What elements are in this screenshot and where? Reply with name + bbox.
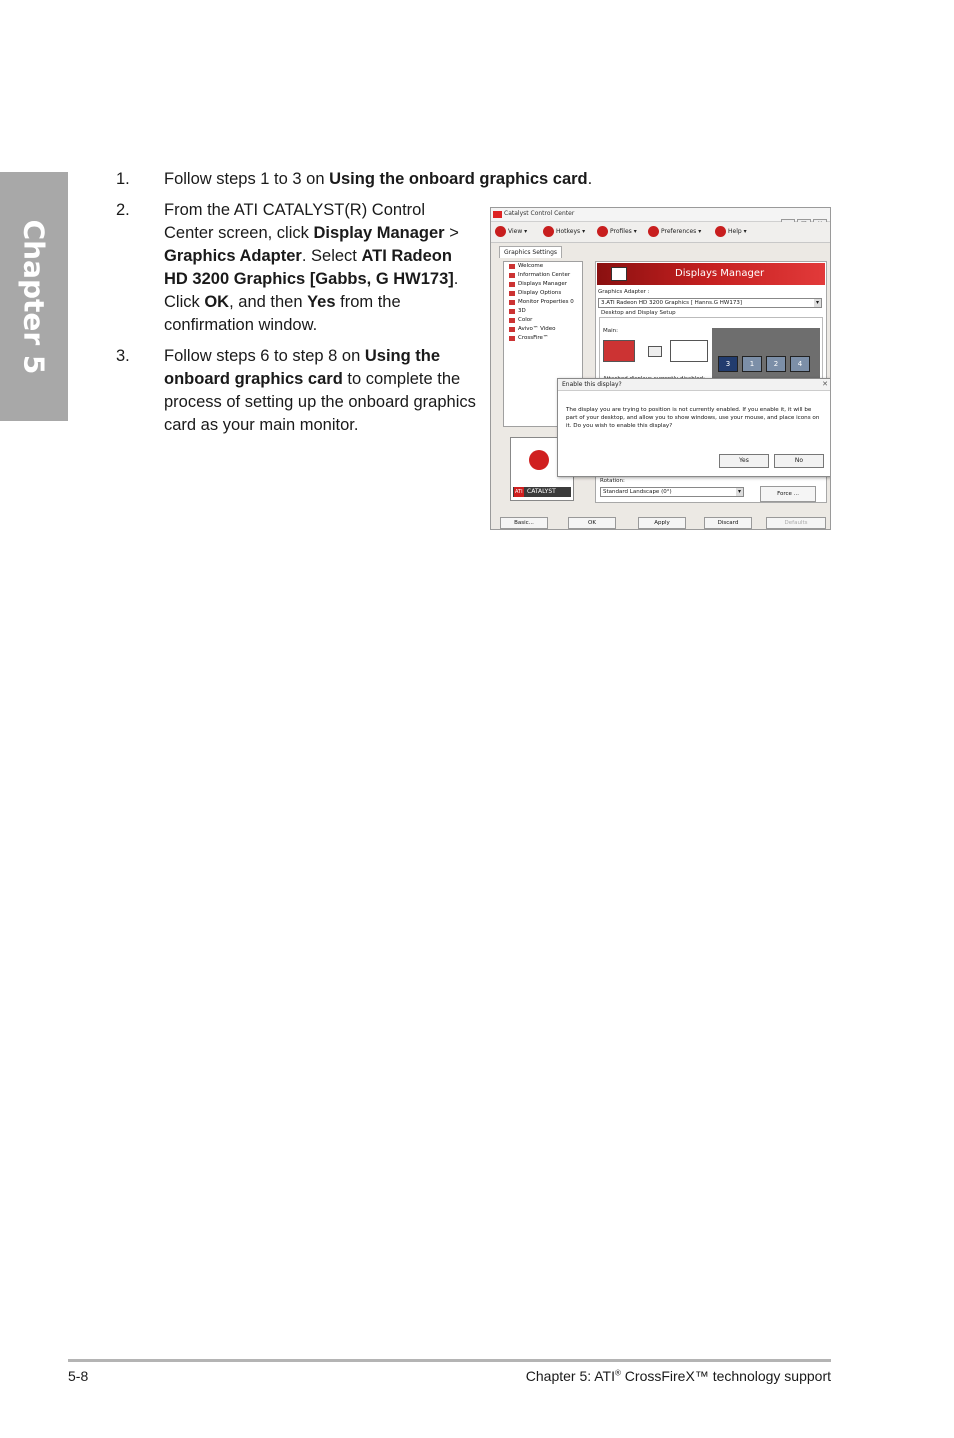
help-label: Help xyxy=(728,228,742,235)
footer-chapter-a: Chapter 5: ATI xyxy=(525,1368,615,1384)
tree-item[interactable]: Avivo™ Video xyxy=(504,325,582,334)
step-text: , and then xyxy=(229,293,308,311)
dialog-message: The display you are trying to position is not currently enabled. If you enable it, it will be part of your desktop, and allow you to show windows, use your mouse, and place icons on it. Do you wish to enable this display? xyxy=(566,407,820,429)
step-text: > xyxy=(444,224,459,242)
toolbar xyxy=(491,222,830,243)
preferences-button[interactable]: Preferences ▾ xyxy=(648,226,701,237)
view-button[interactable]: View ▾ xyxy=(495,226,527,237)
hotkeys-button[interactable]: Hotkeys ▾ xyxy=(543,226,585,237)
panel-banner xyxy=(597,263,825,285)
step-3 xyxy=(116,345,479,437)
display-1[interactable]: 1 xyxy=(742,356,762,372)
graphics-adapter-select[interactable]: 3.ATI Radeon HD 3200 Graphics [ Hanns.G HW173] ▾ xyxy=(598,298,822,308)
catalyst-wordmark: ATI CATALYST xyxy=(513,487,571,497)
window-title: Catalyst Control Center xyxy=(504,210,575,217)
apply-button[interactable]: Apply xyxy=(638,517,686,529)
ok-button[interactable]: OK xyxy=(568,517,616,529)
adapter-label: Graphics Adapter : xyxy=(598,289,650,295)
tab-graphics-settings[interactable]: Graphics Settings xyxy=(499,246,562,258)
footer-chapter-title xyxy=(526,1368,831,1384)
monitor-icon xyxy=(611,267,627,281)
step-2 xyxy=(116,199,479,337)
rotation-label: Rotation: xyxy=(600,478,625,484)
preferences-label: Preferences xyxy=(661,228,697,235)
step-text: From the ATI CATALYST(R) Control Center screen, click xyxy=(164,201,425,242)
step-number: 3. xyxy=(116,347,130,365)
yes-button[interactable]: Yes xyxy=(719,454,769,468)
step-number: 2. xyxy=(116,201,130,219)
tree-item[interactable]: Display Options xyxy=(504,289,582,298)
tree-item[interactable]: Color xyxy=(504,316,582,325)
step-1 xyxy=(116,168,724,191)
main-monitor-icon[interactable] xyxy=(603,340,635,362)
secondary-monitor-icon[interactable] xyxy=(648,346,662,357)
step-text: Follow steps 1 to 3 on xyxy=(164,170,330,188)
step-number: 1. xyxy=(116,170,130,188)
step-text: . Click xyxy=(164,270,459,311)
empty-monitor-slot xyxy=(670,340,708,362)
profiles-icon xyxy=(597,226,608,237)
step-text: Follow steps 6 to step 8 on xyxy=(164,347,365,365)
preferences-icon xyxy=(648,226,659,237)
step-text: to complete the process of setting up the onboard graphics card as your main monitor. xyxy=(164,370,476,434)
banner-title: Displays Manager xyxy=(675,268,765,279)
profiles-label: Profiles xyxy=(610,228,632,235)
chapter-tab xyxy=(0,172,68,421)
window-titlebar xyxy=(491,208,830,222)
tree-item[interactable]: Information Center xyxy=(504,271,582,280)
step-bold: OK xyxy=(204,293,230,311)
display-2[interactable]: 2 xyxy=(766,356,786,372)
display-4[interactable]: 4 xyxy=(790,356,810,372)
profiles-button[interactable]: Profiles ▾ xyxy=(597,226,637,237)
step-text: . Select xyxy=(301,247,362,265)
display-3[interactable]: 3 xyxy=(718,356,738,372)
chapter-tab-label: Chapter 5 xyxy=(17,219,51,374)
desktop-display-setup xyxy=(599,317,823,387)
step-bold: Graphics Adapter xyxy=(164,247,302,265)
step-text: . xyxy=(587,170,593,188)
desktop-setup-label: Desktop and Display Setup xyxy=(601,310,676,316)
footer-rule xyxy=(68,1359,831,1362)
view-icon xyxy=(495,226,506,237)
step-bold: Display Manager xyxy=(313,224,445,242)
catalyst-molecule-icon xyxy=(529,450,549,470)
view-label: View xyxy=(508,228,523,235)
main-label: Main: xyxy=(603,328,618,334)
dialog-close-icon[interactable]: ✕ xyxy=(822,380,828,388)
ati-logo-icon xyxy=(493,211,502,218)
footer-chapter-b: CrossFireX™ technology support xyxy=(620,1368,831,1384)
page-number: 5-8 xyxy=(68,1368,89,1384)
basic-button[interactable]: Basic... xyxy=(500,517,548,529)
step-bold: Using the onboard graphics card xyxy=(164,347,441,388)
step-bold: Using the onboard graphics card xyxy=(329,170,588,188)
force-button[interactable]: Force ... xyxy=(760,486,816,502)
display-layout-area xyxy=(712,328,820,384)
defaults-button[interactable]: Defaults xyxy=(766,517,826,529)
help-icon xyxy=(715,226,726,237)
tree-item[interactable]: Welcome xyxy=(504,262,582,271)
rotation-select[interactable]: Standard Landscape (0°) ▾ xyxy=(600,487,744,497)
hotkeys-label: Hotkeys xyxy=(556,228,581,235)
step-bold: ATI Radeon HD 3200 Graphics [Gabbs, G HW173] xyxy=(164,247,454,288)
tree-item[interactable]: Displays Manager xyxy=(504,280,582,289)
help-button[interactable]: Help ▾ xyxy=(715,226,747,237)
step-bold: Yes xyxy=(307,293,336,311)
registered-mark: ® xyxy=(615,1368,621,1378)
no-button[interactable]: No xyxy=(774,454,824,468)
dialog-title: Enable this display? xyxy=(558,379,831,391)
hotkeys-icon xyxy=(543,226,554,237)
step-text: from the confirmation window. xyxy=(164,293,401,334)
tree-item[interactable]: 3D xyxy=(504,307,582,316)
tree-item[interactable]: Monitor Properties 0 xyxy=(504,298,582,307)
tree-item[interactable]: CrossFire™ xyxy=(504,334,582,343)
enable-display-dialog xyxy=(557,378,831,477)
catalyst-screenshot xyxy=(490,207,831,530)
discard-button[interactable]: Discard xyxy=(704,517,752,529)
